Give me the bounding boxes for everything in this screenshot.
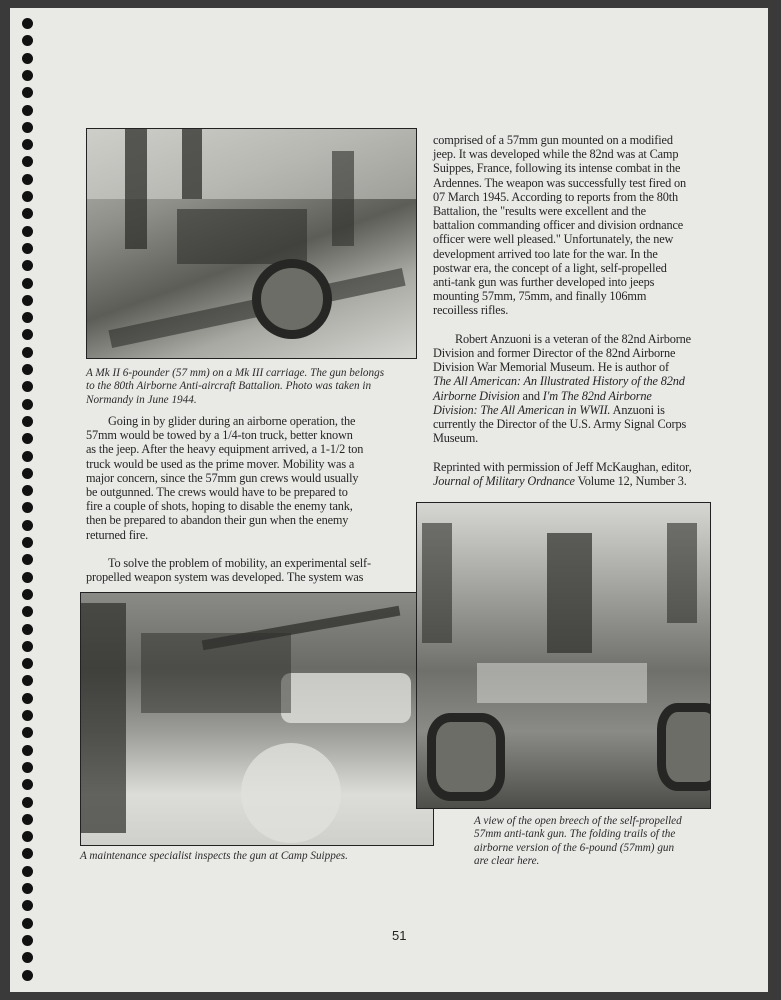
binding-hole: [22, 174, 33, 185]
text-line: officer were well pleased." Unfortunately, the new: [433, 232, 674, 247]
page-number: 51: [392, 928, 407, 943]
binding-hole: [22, 105, 33, 116]
binding-hole: [22, 675, 33, 686]
binding-hole: [22, 710, 33, 721]
binding-hole: [22, 18, 33, 29]
binding-hole: [22, 502, 33, 513]
binding-hole: [22, 226, 33, 237]
binding-hole: [22, 952, 33, 963]
text-line: then be prepared to abandon their gun when the enemy: [86, 513, 349, 528]
text-line: 07 March 1945. According to reports from the 80th: [433, 189, 679, 204]
photo-self-propelled-gun-breech: [416, 502, 711, 809]
binding-hole: [22, 779, 33, 790]
binding-hole: [22, 520, 33, 531]
binding-hole: [22, 191, 33, 202]
binding-hole: [22, 606, 33, 617]
text-line: Suippes, France, following its intense combat in the: [433, 161, 681, 176]
binding-hole: [22, 624, 33, 635]
text-line: fire a couple of shots, hoping to disable the enemy tank,: [86, 499, 353, 514]
binding-hole: [22, 433, 33, 444]
text-line: jeep. It was developed while the 82nd was at Camp: [433, 147, 679, 162]
binding-hole: [22, 312, 33, 323]
journal-title: Journal of Military Ordnance: [433, 473, 575, 488]
text-line: 57mm anti-tank gun. The folding trails of the: [474, 828, 676, 841]
binding-hole: [22, 537, 33, 548]
text-line: are clear here.: [474, 855, 540, 868]
binding-hole: [22, 918, 33, 929]
binding-hole: [22, 693, 33, 704]
binding-hole: [22, 451, 33, 462]
paragraph: [433, 133, 723, 318]
text-line: currently the Director of the U.S. Army Signal Corps: [433, 417, 687, 432]
text-line: A Mk II 6-pounder (57 mm) on a Mk III carriage. The gun belongs: [86, 367, 385, 379]
binding-hole: [22, 935, 33, 946]
binding-hole: [22, 329, 33, 340]
book-title: The All American: An Illustrated History of the 82nd: [433, 374, 685, 389]
text-line: mounting 57mm, 75mm, and finally 106mm: [433, 289, 647, 304]
text-line: anti-tank gun was further developed into jeeps: [433, 275, 655, 290]
text-line: A maintenance specialist inspects the gun at Camp Suippes.: [80, 850, 348, 862]
text-line: Going in by glider during an airborne operation, the: [108, 414, 356, 428]
text-line: Reprinted with permission of Jeff McKaughan, editor,: [433, 459, 692, 474]
binding-hole: [22, 831, 33, 842]
binding-hole: [22, 762, 33, 773]
binding-hole: [22, 295, 33, 306]
book-title: Division: The All American in WWII.: [433, 402, 611, 417]
text-line: development arrived too late for the war. In the: [433, 246, 658, 261]
text-line: Division and former Director of the 82nd Airborne: [433, 346, 676, 361]
author-bio: [433, 332, 723, 446]
reprint-credit: [433, 460, 723, 488]
paragraph: [86, 556, 416, 584]
binding-hole: [22, 416, 33, 427]
binding-hole: [22, 156, 33, 167]
binding-hole: [22, 364, 33, 375]
text-line: A view of the open breech of the self-propelled: [474, 815, 682, 827]
text-line: Museum.: [433, 431, 479, 446]
caption-top-photo: [86, 367, 384, 407]
binding-hole: [22, 814, 33, 825]
binding-hole: [22, 208, 33, 219]
right-column-text: [433, 133, 723, 488]
text-line: to the 80th Airborne Anti-aircraft Battalion. Photo was taken in: [86, 380, 372, 393]
binding-hole: [22, 900, 33, 911]
text-line: Normandy in June 1944.: [86, 393, 197, 406]
binding-hole: [22, 122, 33, 133]
binding-hole: [22, 35, 33, 46]
text-line: Division War Memorial Museum. He is author of: [433, 360, 669, 375]
binding-hole: [22, 485, 33, 496]
binding-hole: [22, 139, 33, 150]
binding-hole: [22, 641, 33, 652]
document-page: [10, 8, 768, 992]
binding-hole: [22, 572, 33, 583]
caption-bottom-left-photo: [80, 850, 348, 863]
binding-hole: [22, 468, 33, 479]
paragraph: [86, 414, 416, 542]
binding-hole: [22, 745, 33, 756]
photo-6-pounder-gun-normandy: [86, 128, 417, 359]
text-line: major concern, since the 57mm gun crews would usually: [86, 470, 359, 485]
binding-hole: [22, 243, 33, 254]
binding-hole: [22, 399, 33, 410]
binding-hole: [22, 554, 33, 565]
text-line: comprised of a 57mm gun mounted on a modified: [433, 133, 673, 147]
binding-hole: [22, 260, 33, 271]
text-line: truck would be used as the prime mover. Mobility was a: [86, 456, 355, 471]
text-line: airborne version of the 6-pound (57mm) gun: [474, 841, 675, 854]
binding-hole: [22, 727, 33, 738]
binding-hole: [22, 381, 33, 392]
binding-hole: [22, 883, 33, 894]
book-title: Airborne Division: [433, 388, 520, 403]
text-fragment: and: [519, 388, 543, 403]
caption-right-photo: [474, 815, 682, 869]
binding-hole: [22, 866, 33, 877]
binding-hole: [22, 278, 33, 289]
text-line: 57mm would be towed by a 1/4-ton truck, better known: [86, 428, 353, 443]
text-fragment: Anzuoni is: [610, 402, 665, 417]
binding-hole: [22, 53, 33, 64]
text-line: postwar era, the concept of a light, self-propelled: [433, 260, 667, 275]
text-line: be outgunned. The crews would have to be prepared to: [86, 485, 348, 500]
binding-hole: [22, 70, 33, 81]
left-column-text: [86, 414, 416, 584]
binding-hole: [22, 347, 33, 358]
text-line: Robert Anzuoni is a veteran of the 82nd Airborne: [455, 331, 691, 346]
binding-hole: [22, 589, 33, 600]
text-line: Ardennes. The weapon was successfully test fired on: [433, 175, 687, 190]
text-fragment: Volume 12, Number 3.: [574, 473, 687, 488]
text-line: battalion commanding officer and division ordnance: [433, 218, 684, 233]
text-line: as the jeep. After the heavy equipment arrived, a 1-1/2 ton: [86, 442, 364, 457]
photo-maintenance-specialist: [80, 592, 434, 846]
book-title: I'm The 82nd Airborne: [542, 388, 652, 403]
binding-hole: [22, 797, 33, 808]
binding-hole: [22, 848, 33, 859]
binding-hole: [22, 970, 33, 981]
text-line: Battalion, the "results were excellent and the: [433, 204, 646, 219]
binding-hole: [22, 87, 33, 98]
text-line: returned fire.: [86, 527, 149, 542]
text-line: To solve the problem of mobility, an experimental self-: [108, 556, 371, 571]
text-line: propelled weapon system was developed. The system was: [86, 570, 364, 585]
text-line: recoilless rifles.: [433, 303, 509, 318]
binding-hole: [22, 658, 33, 669]
